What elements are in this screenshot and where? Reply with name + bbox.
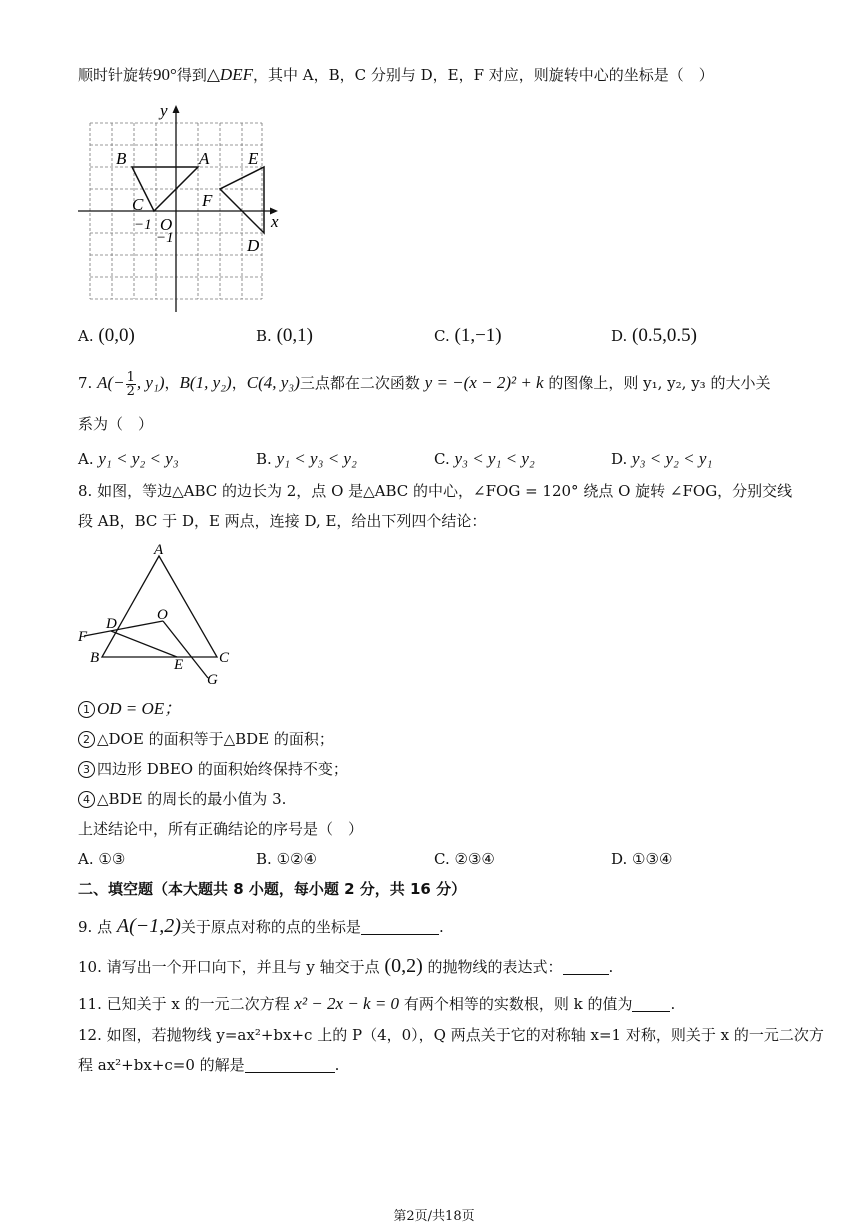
point-label-c: C bbox=[219, 650, 230, 666]
q8-question: 上述结论中，所有正确结论的序号是（ ） bbox=[78, 820, 364, 838]
point-label-f: F bbox=[78, 629, 88, 645]
ray-of bbox=[84, 621, 163, 636]
q6-stem: 顺时针旋转90°得到△DEF，其中 A，B，C 分别与 D，E，F 对应，则旋转中心的坐标是（ ） bbox=[78, 65, 714, 84]
point-label-b: B bbox=[116, 149, 127, 168]
q8-option-b[interactable]: B. ①②④ bbox=[256, 850, 317, 868]
q7-option-a[interactable]: A. y₁ < y₂ < y₃ bbox=[78, 449, 179, 468]
q7-option-b[interactable]: B. y₁ < y₃ < y₂ bbox=[256, 449, 357, 468]
q11-answer-blank[interactable] bbox=[632, 995, 670, 1012]
q8-conclusion-1: 1 OD = OE； bbox=[78, 698, 181, 720]
q8-stem-line1: 8. 如图，等边△ABC 的边长为 2，点 O 是△ABC 的中心，∠FOG = 120° 绕点 O 旋转 ∠FOG，分别交线 bbox=[78, 482, 793, 500]
q6-options bbox=[78, 323, 798, 349]
point-label-g: G bbox=[207, 672, 218, 688]
point-label-f: F bbox=[202, 191, 213, 210]
fraction-one-half: $\frac{1}{2}$ bbox=[126, 369, 135, 399]
q8-options bbox=[78, 846, 798, 872]
q7-stem-line2: 系为（ ） bbox=[78, 415, 154, 433]
q8-conclusion-4: 4 △BDE 的周长的最小值为 3. bbox=[78, 788, 286, 810]
q7-option-d[interactable]: D. y₃ < y₂ < y₁ bbox=[611, 449, 713, 468]
point-label-c: C bbox=[132, 195, 144, 214]
tick-label-x-neg1: −1 bbox=[134, 217, 152, 233]
q8-conclusion-3: 3 四边形 DBEO 的面积始终保持不变； bbox=[78, 758, 348, 780]
q11: 11. 已知关于 x 的一元二次方程 x² − 2x − k = 0 有两个相等的实数根，则 k 的值为 . bbox=[78, 994, 676, 1013]
q10-answer-blank[interactable] bbox=[563, 958, 609, 975]
origin-label: O bbox=[160, 215, 173, 234]
y-axis-label: y bbox=[160, 101, 168, 120]
point-label-e: E bbox=[174, 657, 184, 673]
point-label-a: A bbox=[199, 149, 210, 168]
q6-coordinate-figure bbox=[78, 100, 288, 315]
point-label-d: D bbox=[247, 236, 260, 255]
q8-option-d[interactable]: D. ①③④ bbox=[611, 850, 673, 868]
page-number: 第2页/共18页 bbox=[393, 1209, 475, 1224]
q8-triangle-figure bbox=[76, 538, 246, 688]
q6-option-a[interactable]: A. (0,0) bbox=[78, 325, 135, 346]
q8-conclusion-2: 2 △DOE 的面积等于△BDE 的面积； bbox=[78, 728, 334, 750]
q8-option-a[interactable]: A. ①③ bbox=[78, 850, 126, 868]
point-label-b: B bbox=[90, 650, 100, 666]
point-label-o: O bbox=[157, 607, 168, 623]
q8-stem-line2: 段 AB，BC 于 D，E 两点，连接 D, E，给出下列四个结论： bbox=[78, 512, 487, 530]
axes bbox=[78, 105, 278, 312]
q8-option-c[interactable]: C. ②③④ bbox=[434, 850, 495, 868]
q6-option-d[interactable]: D. (0.5,0.5) bbox=[611, 325, 697, 346]
tick-label-y-neg1: −1 bbox=[156, 230, 174, 246]
q6-option-c[interactable]: C. (1,−1) bbox=[434, 325, 502, 346]
q7-option-c[interactable]: C. y₃ < y₁ < y₂ bbox=[434, 449, 535, 468]
q9-answer-blank[interactable] bbox=[361, 918, 439, 935]
x-axis-label: x bbox=[271, 212, 279, 231]
q9: 9. 点 A(−1,2)关于原点对称的点的坐标是 . bbox=[78, 915, 444, 937]
q6-option-b[interactable]: B. (0,1) bbox=[256, 325, 313, 346]
q12-line2: 程 ax²+bx+c=0 的解是 . bbox=[78, 1056, 340, 1074]
point-label-e: E bbox=[248, 149, 259, 168]
q7-stem: 7. A(− $\frac{1}{2}$ , y₁)，B(1, y₂)，C(4, y₃)三点都在二次函数 y = −(x − 2)² + k 的图像上，则 y₁, y₂, y₃ 的大小关 bbox=[78, 369, 771, 399]
section-heading: 二、填空题（本大题共 8 小题，每小题 2 分，共 16 分） bbox=[78, 880, 467, 898]
q7-options bbox=[78, 446, 798, 472]
q10: 10. 请写出一个开口向下，并且与 y 轴交于点 (0,2) 的抛物线的表达式： . bbox=[78, 955, 614, 977]
segment-de bbox=[111, 631, 177, 657]
q12-answer-blank[interactable] bbox=[245, 1056, 335, 1073]
point-label-d: D bbox=[106, 616, 117, 632]
point-label-a: A bbox=[154, 542, 164, 558]
q12-line1: 12. 如图，若抛物线 y=ax²+bx+c 上的 P（4，0），Q 两点关于它的对称轴 x=1 对称，则关于 x 的一元二次方 bbox=[78, 1026, 824, 1044]
